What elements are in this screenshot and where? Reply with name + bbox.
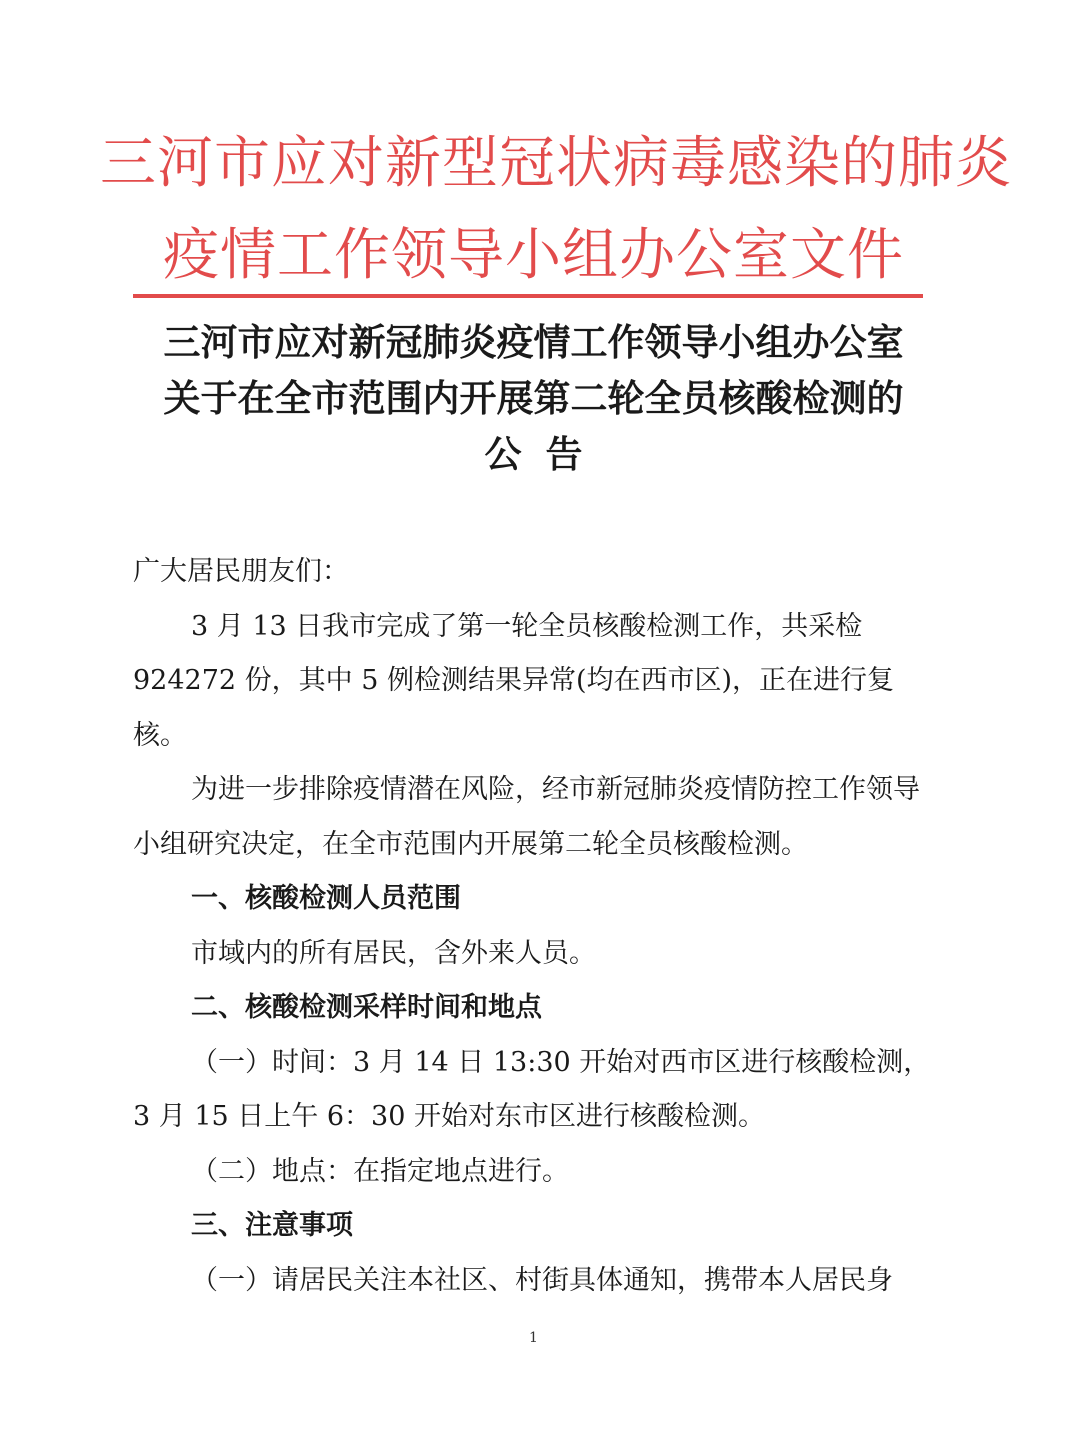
salutation: 广大居民朋友们：	[133, 556, 349, 587]
section-2-heading: 二、核酸检测采样时间和地点	[191, 992, 542, 1023]
notice-body	[133, 545, 933, 1308]
page-number: 1	[529, 1330, 538, 1346]
section-3-item-1: （一）请居民关注本社区、村街具体通知，携带本人居民身	[191, 1264, 893, 1296]
title-line-3: 公告	[484, 433, 607, 476]
title-line-1: 三河市应对新冠肺炎疫情工作领导小组办公室	[163, 321, 904, 364]
notice-title	[100, 315, 967, 483]
section-1-text: 市域内的所有居民，含外来人员。	[191, 937, 596, 969]
red-letterhead	[100, 118, 1012, 302]
paragraph-second-round-decision: 为进一步排除疫情潜在风险，经市新冠肺炎疫情防控工作领导小组研究决定，在全市范围内开展第二轮全员核酸检测。	[133, 774, 920, 860]
letterhead-line-1: 三河市应对新型冠状病毒感染的肺炎	[100, 131, 1012, 196]
letterhead-line-2: 疫情工作领导小组办公室文件	[163, 223, 904, 288]
section-1-heading: 一、核酸检测人员范围	[191, 883, 461, 914]
section-2-item-time: （一）时间：3 月 14 日 13:30 开始对西市区进行核酸检测，3 月 15 日上午 6：30 开始对东市区进行核酸检测。	[133, 1046, 931, 1132]
section-3-heading: 三、注意事项	[191, 1210, 353, 1241]
paragraph-first-round-results: 3 月 13 日我市完成了第一轮全员核酸检测工作，共采检 924272 份，其中 5 例检测结果异常(均在西市区)，正在进行复核。	[133, 610, 895, 751]
title-line-2: 关于在全市范围内开展第二轮全员核酸检测的	[163, 377, 904, 420]
section-2-item-location: （二）地点：在指定地点进行。	[191, 1155, 569, 1187]
letterhead-divider	[133, 294, 923, 298]
